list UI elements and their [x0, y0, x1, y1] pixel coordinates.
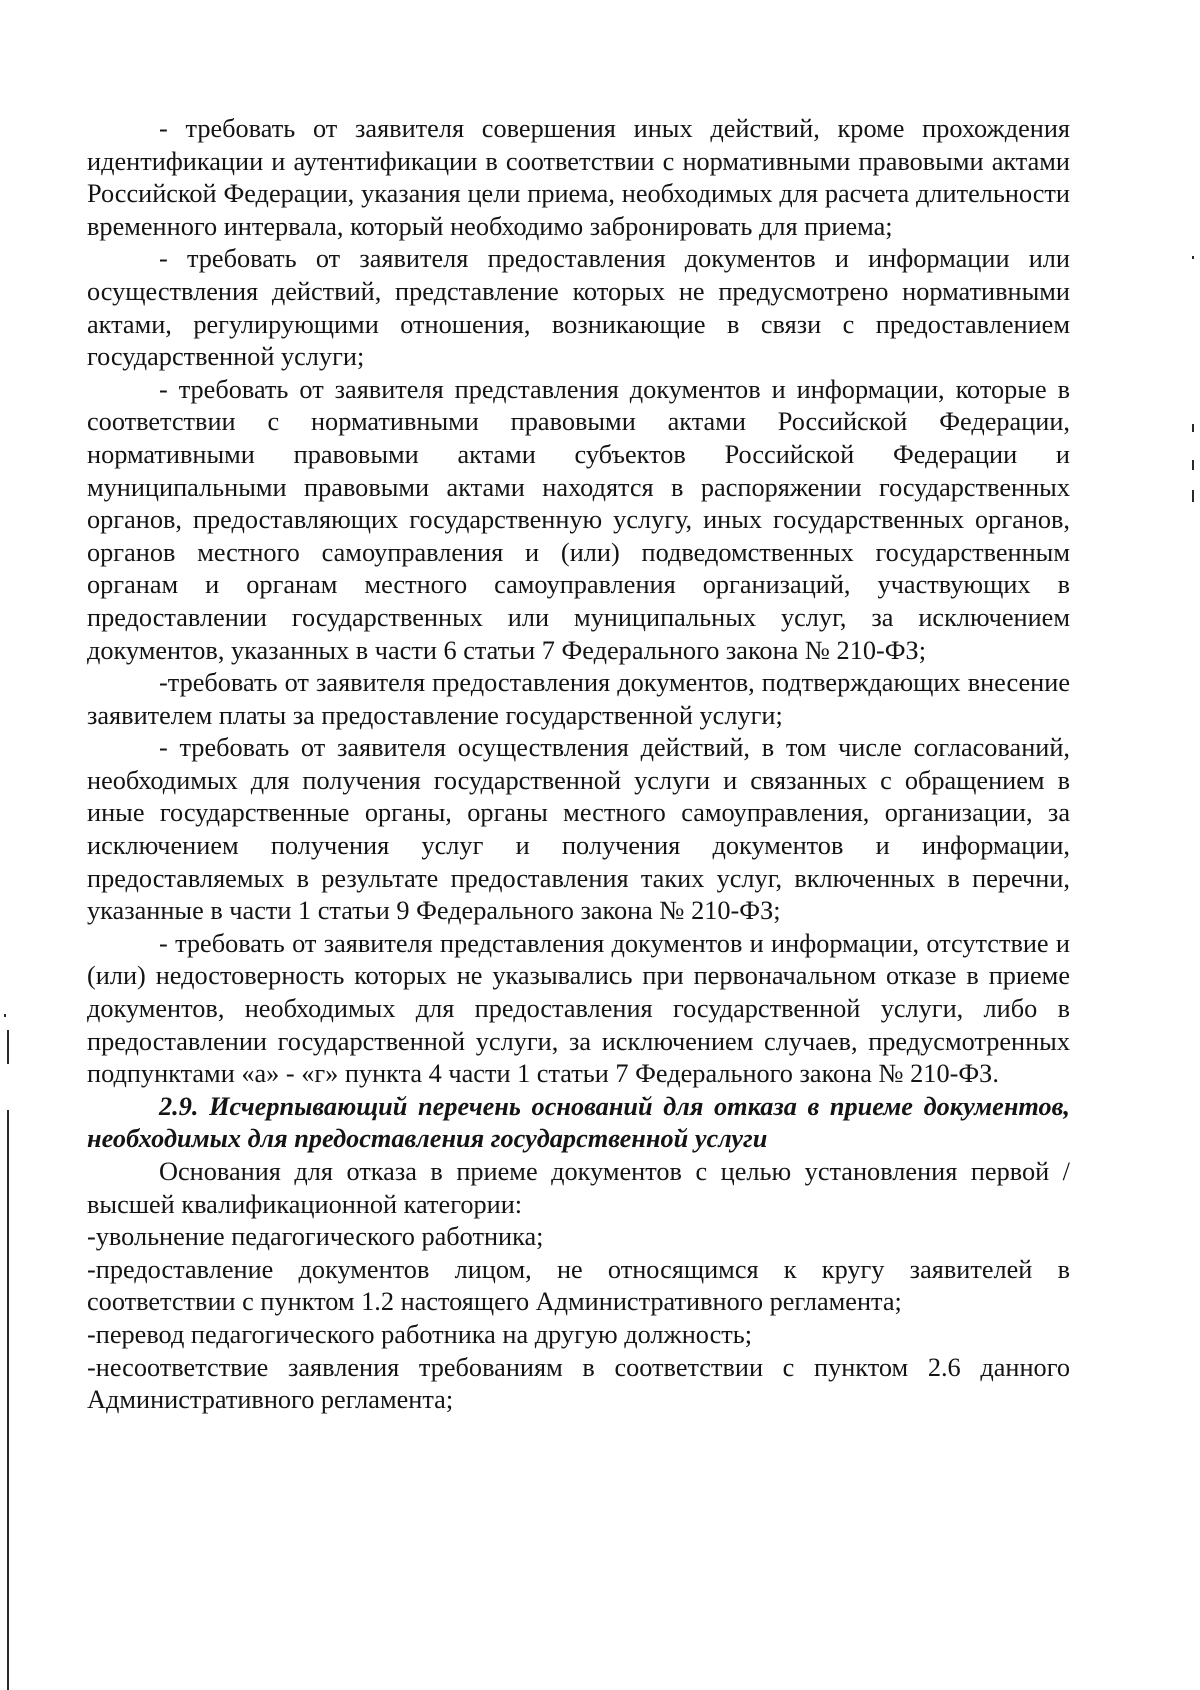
scan-artifact-right-dot — [1192, 424, 1194, 432]
list-item-dismissal: -увольнение педагогического работника; — [87, 1222, 544, 1252]
scan-artifact-left-line — [7, 1110, 9, 1690]
section-intro: Основания для отказа в приеме документов с целью установления первой /высшей квалификационной категории: — [87, 1157, 1070, 1219]
scan-artifact-right-dot — [1192, 256, 1194, 259]
paragraph-requirement-4: -требовать от заявителя предоставления документов, подтверждающих внесение заявителем платы за предоставление государственной услуги; — [87, 668, 1070, 730]
scan-artifact-right-dot — [1192, 460, 1194, 470]
scan-artifact-left-dot — [4, 1014, 6, 1017]
section-heading: 2.9. Исчерпывающий перечень оснований для отказа в приеме документов, необходимых для предоставления государственной услуги — [87, 1091, 1070, 1154]
paragraph-requirement-1: - требовать от заявителя совершения иных действий, кроме прохождения идентификации и аутентификации в соответствии с нормативными правовыми актами Российской Федерации, указания цели приема, необходимых для расчета длительности временного интервала, который необходимо забронировать для приема; — [87, 114, 1070, 241]
list-item-transfer: -перевод педагогического работника на другую должность; — [87, 1319, 753, 1349]
paragraph-requirement-3: - требовать от заявителя представления документов и информации, которые в соответствии с нормативными правовыми актами Российской Федерации, нормативными правовыми актами субъектов Российской Федерации и муниципальными правовыми актами находятся в распоряжении государственных органов, предоставляющих государственную услугу, иных государственных органов, органов местного самоуправления и (или) подведомственных государственным органам и органам местного самоуправления организаций, участвующих в предоставлении государственных или муниципальных услуг, за исключением документов, указанных в части 6 статьи 7 Федерального закона № 210-ФЗ; — [87, 374, 1070, 665]
list-item-non-applicant: -предоставление документов лицом, не относящимся к кругу заявителей в соответствии с пунктом 1.2 настоящего Административного регламента; — [87, 1254, 1070, 1317]
paragraph-requirement-6: - требовать от заявителя представления документов и информации, отсутствие и (или) недостоверность которых не указывались при первоначальном отказе в приеме документов, необходимых для предоставления государственной услуги, либо в предоставлении государственной услуги, за исключением случаев, предусмотренных подпунктами «а» - «г» пункта 4 части 1 статьи 7 Федерального закона № 210-ФЗ. — [87, 928, 1070, 1089]
document-body — [87, 113, 1070, 1417]
paragraph-requirement-5: - требовать от заявителя осуществления действий, в том числе согласований, необходимых для получения государственной услуги и связанных с обращением в иные государственные органы, органы местного самоуправления, организации, за исключением получения услуг и получения документов и информации, предоставляемых в результате предоставления таких услуг, включенных в перечни, указанные в части 1 статьи 9 Федерального закона № 210-ФЗ; — [87, 733, 1070, 926]
scan-artifact-left-line — [7, 1030, 9, 1064]
scan-artifact-right-dot — [1192, 490, 1194, 502]
list-item-nonconformity: -несоответствие заявления требованиям в соответствии с пунктом 2.6 данного Административного регламента; — [87, 1352, 1070, 1415]
paragraph-requirement-2: - требовать от заявителя предоставления документов и информации или осуществления действий, представление которых не предусмотрено нормативными актами, регулирующими отношения, возникающие в связи с предоставлением государственной услуги; — [87, 244, 1070, 372]
